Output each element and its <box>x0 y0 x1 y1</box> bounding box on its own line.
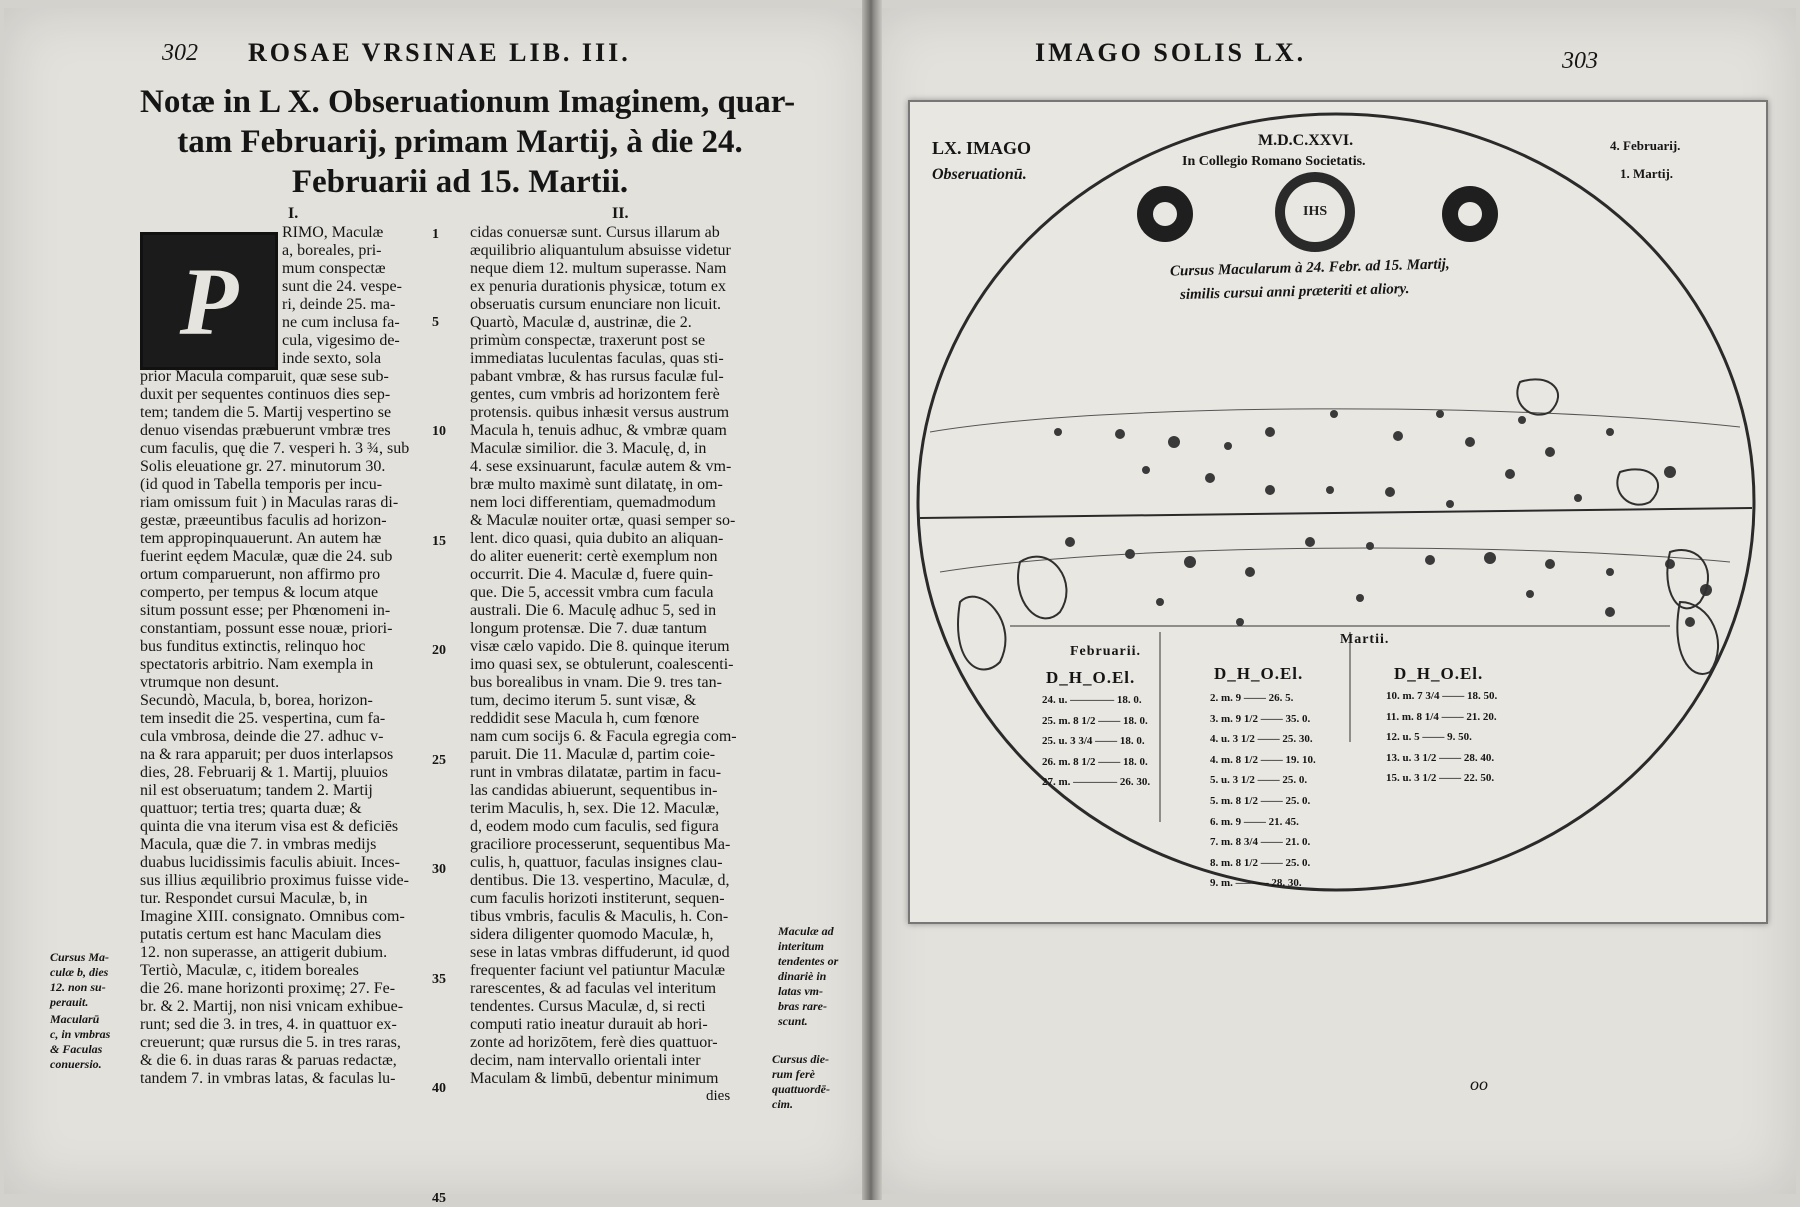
text-line: sus illius æquilibrio proximus fuisse vide- <box>140 872 409 889</box>
text-line: Maculam & limbū, debentur minimum <box>470 1070 719 1087</box>
text-line: cidas conuersæ sunt. Cursus illarum ab <box>470 224 720 241</box>
right-page-number: 303 <box>1562 48 1598 74</box>
text-line: lent. dico quasi, quia dubito an aliquan- <box>470 530 724 547</box>
text-line: 4. sese exsinuarunt, faculæ autem & vm- <box>470 458 732 475</box>
text-line: riam omissum fuit ) in Maculas raras di- <box>140 494 399 511</box>
table-header: D_H_O.El. <box>1214 664 1304 683</box>
text-line: Tertiò, Maculæ, c, itidem boreales <box>140 962 359 979</box>
text-line: paruit. Die 11. Maculæ d, partim coie- <box>470 746 716 763</box>
text-line: cum faculis horizoti institerunt, sequen- <box>470 890 725 907</box>
text-line: Macula h, tenuis adhuc, & vmbræ quam <box>470 422 727 439</box>
text-line: ne cum inclusa fa- <box>282 314 400 331</box>
text-line: fuerint eędem Maculæ, quæ die 24. sub <box>140 548 393 565</box>
text-line: tem appropinquauerunt. An autem hæ <box>140 530 382 547</box>
table-row: 27. m. ———— 26. 30. <box>1042 776 1151 789</box>
plate-year: M.D.C.XXVI. <box>1258 132 1354 149</box>
line-number: 45 <box>432 1190 446 1206</box>
margin-note-left <box>50 1012 110 1072</box>
col2-heading: II. <box>612 205 629 222</box>
left-page-number: 302 <box>162 40 198 66</box>
text-line: denuo visendas præbuerunt vmbræ tres <box>140 422 391 439</box>
table-martii-1 <box>1210 688 1316 894</box>
margin-note-line: 12. non su- <box>50 980 106 994</box>
table-row: 15. u. 3 1/2 —— 22. 50. <box>1386 772 1495 785</box>
text-line: culis, h, quattuor, faculas insignes clau- <box>470 854 723 871</box>
text-line: spectatoris arbitrio. Nam exempla in <box>140 656 374 673</box>
plate-label-2: Obseruationū. <box>932 166 1027 183</box>
text-line: cula vmbrosa, deinde die 27. adhuc v- <box>140 728 384 745</box>
text-line: nil est obseruatum; tandem 2. Martij <box>140 782 373 799</box>
text-line: do aliter euenerit: certè exemplum non <box>470 548 718 565</box>
table-row: 26. m. 8 1/2 —— 18. 0. <box>1042 755 1148 768</box>
table-header: D_H_O.El. <box>1394 664 1484 683</box>
text-line: nem loci differentiam, quemadmodum <box>470 494 716 511</box>
text-line: nam cum socijs 6. & Facula egregia com- <box>470 728 737 745</box>
text-line: & die 6. in duas raras & paruas redactæ, <box>140 1052 397 1069</box>
margin-note-left <box>50 950 109 1010</box>
text-line: visæ cælo vapido. Die 8. quinque iterum <box>470 638 730 655</box>
sunspot-group-lower <box>1065 537 1712 627</box>
text-line: tum, decimo iterum 5. sunt visæ, & <box>470 692 697 709</box>
text-line: quattuor; tertia tres; quarta duæ; & <box>140 800 362 817</box>
text-line: situm possunt esse; per Phœnomeni in- <box>140 602 391 619</box>
text-column-1 <box>140 224 440 1088</box>
text-line: putatis certum est hanc Maculam dies <box>140 926 382 943</box>
text-line: zonte ad horizōtem, ferè dies quattuor- <box>470 1034 718 1051</box>
text-line: obseruatis cursum enunciare non licuit. <box>470 296 722 313</box>
text-line: rarescentes, & ad faculas vel interitum <box>470 980 717 997</box>
text-line: sidera diligenter quomodo Maculæ, h, <box>470 926 714 943</box>
text-line: runt in vmbras dilatatæ, partim in facu- <box>470 764 722 781</box>
text-line: primùm conspectæ, traxerunt post se <box>470 332 706 349</box>
line-number: 25 <box>432 752 446 768</box>
sunspot-plate <box>908 100 1768 924</box>
margin-note-right <box>772 1052 830 1112</box>
text-line: cum faculis, quę die 7. vesperi h. 3 ¾, sub <box>140 440 410 457</box>
text-line: imo quasi sex, se obtulerunt, coalescenti- <box>470 656 734 673</box>
month-label-februarii: Februarii. <box>1070 644 1142 659</box>
text-line: prior Macula comparuit, quæ sese sub- <box>140 368 389 385</box>
margin-note-line: perauit. <box>50 995 89 1009</box>
text-line: tandem 7. in vmbras latas, & faculas lu- <box>140 1070 396 1087</box>
col1-heading: I. <box>288 205 299 222</box>
table-row: 4. m. 8 1/2 —— 19. 10. <box>1210 753 1316 766</box>
right-running-head: IMAGO SOLIS LX. <box>1035 38 1307 67</box>
text-line: neque diem 12. multum superasse. Nam <box>470 260 727 277</box>
text-line: bræ multo maximè sunt dilatatę, in om- <box>470 476 723 493</box>
text-line: terim Maculis, h, sex. Die 12. Maculæ, <box>470 800 720 817</box>
margin-note-line: tendentes or <box>778 954 839 968</box>
text-line: inde sexto, sola <box>282 350 382 367</box>
margin-note-line: Cursus die- <box>772 1052 830 1066</box>
text-line: sunt die 24. vespe- <box>282 278 402 295</box>
table-row: 2. m. 9 —— 26. 5. <box>1210 692 1294 704</box>
text-line: longum protensæ. Die 7. duæ tantum <box>470 620 707 637</box>
month-label-martii: Martii. <box>1340 632 1390 647</box>
text-line: duxit per sequentes continuos dies sep- <box>140 386 391 403</box>
text-line: protensis. quibus inhæsit versus austrum <box>470 404 730 421</box>
text-line: (id quod in Tabella temporis per incu- <box>140 476 383 493</box>
text-line: æquilibrio aliquantulum absuisse videtur <box>470 242 731 259</box>
margin-note-right <box>778 924 838 1029</box>
text-line: na & rara apparuit; per duos interlapsos <box>140 746 394 763</box>
table-row: 3. m. 9 1/2 —— 35. 0. <box>1210 712 1311 725</box>
text-line: Maculæ similior. die 3. Maculę, d, in <box>470 440 707 457</box>
plate-place: In Collegio Romano Societatis. <box>1182 154 1366 169</box>
dropcap-letter: P <box>179 247 239 355</box>
text-line: RIMO, Maculæ <box>282 224 384 241</box>
text-line: graciliore processerunt, sequentibus Ma- <box>470 836 731 853</box>
text-line: vtrumque non desunt. <box>140 674 280 691</box>
text-line: Imagine XIII. consignato. Omnibus com- <box>140 908 405 925</box>
title-line: Februarii ad 15. Martii. <box>291 164 629 200</box>
table-row: 6. m. 9 —— 21. 45. <box>1210 815 1299 828</box>
text-line: occurrit. Die 4. Maculæ d, fuere quin- <box>470 566 714 583</box>
course-caption-1: Cursus Macularum à 24. Febr. ad 15. Martij, <box>1169 256 1450 280</box>
text-line: Quartò, Maculæ d, austrinæ, die 2. <box>470 314 692 331</box>
margin-note-line: rum ferè <box>772 1067 815 1081</box>
text-line: dentibus. Die 13. vespertino, Maculæ, d, <box>470 872 730 889</box>
text-line: las candidas abiuerunt, sequentibus in- <box>470 782 718 799</box>
margin-note-line: & Faculas <box>50 1042 103 1056</box>
text-line: runt; sed die 3. in tres, 4. in quattuor ex- <box>140 1016 397 1033</box>
line-number: 30 <box>432 862 446 878</box>
table-martii-2 <box>1386 686 1497 789</box>
sun-disc-drawing <box>910 102 1766 922</box>
plate-date-1: 4. Februarij. <box>1610 138 1681 153</box>
page-title <box>140 82 796 202</box>
margin-note-line: Cursus Ma- <box>50 950 110 964</box>
text-line: Macula, quæ die 7. in vmbras medijs <box>140 836 377 853</box>
table-row: 25. m. 8 1/2 —— 18. 0. <box>1042 714 1148 727</box>
line-number: 15 <box>432 533 446 549</box>
text-line: mum conspectæ <box>282 260 386 277</box>
text-line: br. & 2. Martij, non nisi vnicam exhibue- <box>140 998 404 1015</box>
table-row: 25. u. 3 3/4 —— 18. 0. <box>1042 735 1145 748</box>
text-line: computi ratio ineatur durauit ab hori- <box>470 1016 708 1033</box>
text-line: bus funditus extinctis, relinquo hoc <box>140 638 366 655</box>
title-line: tam Februarij, primam Martij, à die 24. <box>177 124 743 160</box>
text-line: Solis eleuatione gr. 27. minutorum 30. <box>140 458 386 475</box>
left-running-head: ROSAE VRSINAE LIB. III. <box>248 38 631 67</box>
signature-mark: oo <box>1470 1074 1488 1094</box>
text-line: gentes, cum vmbris ad horizontem ferè <box>470 386 720 403</box>
text-line: ri, deinde 25. ma- <box>282 296 396 313</box>
text-line: & Maculæ nouiter ortæ, quasi semper so- <box>470 512 736 529</box>
text-column-2 <box>470 224 770 1088</box>
table-row: 5. u. 3 1/2 —— 25. 0. <box>1210 774 1308 787</box>
facula-outlines <box>958 379 1718 674</box>
line-number: 5 <box>432 314 439 330</box>
line-number: 40 <box>432 1081 446 1097</box>
margin-note-line: conuersio. <box>50 1057 102 1071</box>
text-line: sese in latas vmbras diffuderunt, id quod <box>470 944 730 961</box>
text-line: duabus lucidissimis faculis abiuit. Inces- <box>140 854 400 871</box>
emblem-text: IHS <box>1303 204 1328 219</box>
text-line: constantiam, possunt esse nouæ, priori- <box>140 620 393 637</box>
table-row: 7. m. 8 3/4 —— 21. 0. <box>1210 836 1311 849</box>
text-line: immediatas luculentas faculas, quas sti- <box>470 350 724 367</box>
text-line: tur. Respondet cursui Maculæ, b, in <box>140 890 368 907</box>
text-line: 12. non superasse, an attigerit dubium. <box>140 944 388 961</box>
text-line: tem insedit die 25. vespertina, cum fa- <box>140 710 386 727</box>
text-line: tendentes. Cursus Maculæ, d, si recti <box>470 998 706 1015</box>
text-line: que. Die 5, accessit vmbra cum facula <box>470 584 714 601</box>
text-line: dies, 28. Februarij & 1. Martij, pluuios <box>140 764 388 781</box>
catchword: dies <box>706 1088 731 1104</box>
text-line: Secundò, Macula, b, borea, horizon- <box>140 692 373 709</box>
text-line: ortum comparuerunt, non affirmo pro <box>140 566 381 583</box>
table-row: 11. m. 8 1/4 —— 21. 20. <box>1386 710 1497 723</box>
margin-note-line: Maculæ ad <box>778 924 834 938</box>
text-line: bus borealibus in vnam. Die 9. tres tan- <box>470 674 722 691</box>
margin-note-line: cim. <box>772 1097 793 1111</box>
table-row: 10. m. 7 3/4 —— 18. 50. <box>1386 690 1498 702</box>
text-line: comperto, per tempus & locum atque <box>140 584 379 601</box>
text-line: die 26. mane horizonti proximę; 27. Fe- <box>140 980 396 997</box>
text-line: creuerunt; quæ rursus die 5. in tres raras, <box>140 1034 401 1051</box>
table-row: 5. m. 8 1/2 —— 25. 0. <box>1210 794 1311 807</box>
line-number: 10 <box>432 424 446 440</box>
plate-date-2: 1. Martij. <box>1620 166 1674 181</box>
sunspot-group-upper <box>1054 410 1676 508</box>
title-line: Notæ in L X. Obseruationum Imaginem, quar- <box>140 84 796 120</box>
table-row: 24. u. ———— 18. 0. <box>1042 694 1142 706</box>
text-line: australi. Die 6. Maculę adhuc 5, sed in <box>470 602 717 619</box>
book-gutter <box>862 0 882 1200</box>
margin-note-line: culæ b, dies <box>50 965 109 979</box>
text-line: cula, vigesimo de- <box>282 332 400 349</box>
margin-note-line: latas vm- <box>778 984 823 998</box>
margin-note-line: Macularū <box>50 1012 100 1026</box>
table-row: 8. m. 8 1/2 —— 25. 0. <box>1210 856 1311 869</box>
text-line: gestæ, præeuntibus faculis ad horizon- <box>140 512 387 529</box>
text-line: quinta die vna iterum visa est & deficiēs <box>140 818 399 835</box>
margin-note-line: quattuordē- <box>772 1082 831 1096</box>
text-line: tibus vmbris, faculis & Maculis, h. Con- <box>470 908 729 925</box>
text-line: tem; tandem die 5. Martij vespertino se <box>140 404 392 421</box>
margin-note-line: c, in vmbras <box>50 1027 111 1041</box>
margin-note-line: interitum <box>778 939 825 953</box>
text-line: d, eodem modo cum faculis, sed figura <box>470 818 719 835</box>
margin-note-line: scunt. <box>778 1014 808 1028</box>
line-number: 1 <box>432 227 439 242</box>
text-line: reddidit sese Macula h, cum fœnore <box>470 710 700 727</box>
text-line: decim, nam intervallo orientali inter <box>470 1052 701 1069</box>
text-line: ex penuria durationis physicæ, totum ex <box>470 278 726 295</box>
table-row: 13. u. 3 1/2 —— 28. 40. <box>1386 751 1495 764</box>
text-line: pabant vmbræ, & has rursus faculæ ful- <box>470 368 724 385</box>
margin-note-line: bras rare- <box>778 999 828 1013</box>
table-februarii <box>1042 690 1150 793</box>
table-header: D_H_O.El. <box>1046 668 1136 687</box>
text-line: frequenter faciunt vel patiuntur Maculæ <box>470 962 726 979</box>
table-row: 12. u. 5 —— 9. 50. <box>1386 731 1472 744</box>
table-row: 9. m. ——— 28. 30. <box>1210 877 1302 890</box>
line-number: 20 <box>432 643 446 659</box>
plate-label-1: LX. IMAGO <box>932 138 1031 158</box>
margin-note-line: dinariè in <box>778 969 827 983</box>
course-caption-2: similis cursui anni præteriti et aliory. <box>1179 280 1410 304</box>
line-number: 35 <box>432 971 446 987</box>
ecliptic-line <box>920 508 1752 518</box>
table-row: 4. u. 3 1/2 —— 25. 30. <box>1210 733 1313 746</box>
text-line: a, boreales, pri- <box>282 242 382 259</box>
